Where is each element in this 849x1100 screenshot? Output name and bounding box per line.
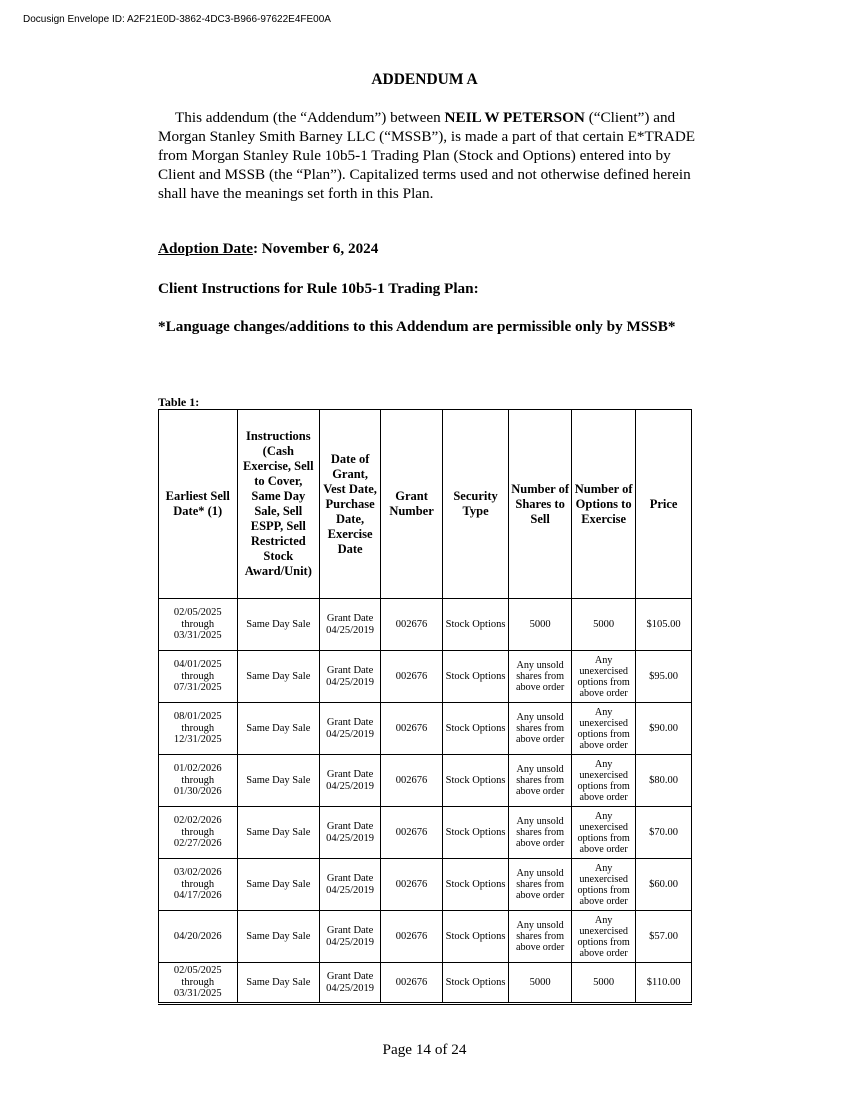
cell-grant-date: Grant Date 04/25/2019 [320,859,381,911]
cell-sell-date: 02/05/2025 through 03/31/2025 [159,963,238,1004]
cell-grant-number: 002676 [381,703,443,755]
cell-grant-date: Grant Date 04/25/2019 [320,651,381,703]
language-note: *Language changes/additions to this Addendum are permissible only by MSSB* [158,318,676,335]
cell-security-type: Stock Options [443,755,509,807]
header-grant-number: Grant Number [381,410,443,599]
adoption-date-label: Adoption Date [158,240,253,257]
cell-grant-date: Grant Date 04/25/2019 [320,755,381,807]
header-security-type: Security Type [443,410,509,599]
cell-price: $105.00 [636,599,692,651]
cell-shares: Any unsold shares from above order [509,651,572,703]
cell-grant-date: Grant Date 04/25/2019 [320,963,381,1004]
table-row [159,703,692,755]
cell-grant-date: Grant Date 04/25/2019 [320,599,381,651]
header-shares-to-sell: Number of Shares to Sell [509,410,572,599]
cell-instruction: Same Day Sale [237,755,320,807]
cell-instruction: Same Day Sale [237,859,320,911]
cell-grant-date: Grant Date 04/25/2019 [320,703,381,755]
header-date-of-grant: Date of Grant, Vest Date, Purchase Date, Exercise Date [320,410,381,599]
table-row [159,651,692,703]
cell-options: 5000 [572,963,636,1004]
table-row [159,911,692,963]
cell-sell-date: 02/05/2025 through 03/31/2025 [159,599,238,651]
cell-instruction: Same Day Sale [237,911,320,963]
cell-price: $70.00 [636,807,692,859]
cell-instruction: Same Day Sale [237,807,320,859]
cell-options: Any unexercised options from above order [572,703,636,755]
trading-plan-table [158,409,692,1005]
cell-options: Any unexercised options from above order [572,807,636,859]
page-number: Page 14 of 24 [382,1041,467,1058]
cell-options: 5000 [572,599,636,651]
cell-grant-number: 002676 [381,599,443,651]
cell-price: $80.00 [636,755,692,807]
header-earliest-sell-date: Earliest Sell Date* (1) [159,410,238,599]
cell-instruction: Same Day Sale [237,599,320,651]
cell-grant-number: 002676 [381,755,443,807]
cell-security-type: Stock Options [443,963,509,1004]
cell-shares: Any unsold shares from above order [509,755,572,807]
cell-grant-date: Grant Date 04/25/2019 [320,807,381,859]
cell-price: $110.00 [636,963,692,1004]
cell-grant-number: 002676 [381,911,443,963]
cell-grant-number: 002676 [381,859,443,911]
cell-price: $60.00 [636,859,692,911]
client-name: NEIL W PETERSON [444,109,585,126]
table-label: Table 1: [158,395,200,409]
cell-options: Any unexercised options from above order [572,755,636,807]
table-row [159,963,692,1004]
cell-shares: 5000 [509,599,572,651]
cell-security-type: Stock Options [443,703,509,755]
cell-options: Any unexercised options from above order [572,651,636,703]
adoption-date-value: : November 6, 2024 [252,240,379,257]
cell-sell-date: 04/01/2025 through 07/31/2025 [159,651,238,703]
cell-sell-date: 03/02/2026 through 04/17/2026 [159,859,238,911]
table-row [159,755,692,807]
cell-options: Any unexercised options from above order [572,911,636,963]
cell-shares: Any unsold shares from above order [509,703,572,755]
cell-shares: Any unsold shares from above order [509,807,572,859]
table-row [159,859,692,911]
cell-sell-date: 01/02/2026 through 01/30/2026 [159,755,238,807]
cell-grant-date: Grant Date 04/25/2019 [320,911,381,963]
table-row [159,599,692,651]
cell-security-type: Stock Options [443,859,509,911]
cell-grant-number: 002676 [381,807,443,859]
header-price: Price [636,410,692,599]
cell-security-type: Stock Options [443,807,509,859]
page-title: ADDENDUM A [371,71,478,88]
cell-security-type: Stock Options [443,911,509,963]
cell-instruction: Same Day Sale [237,963,320,1004]
cell-security-type: Stock Options [443,599,509,651]
envelope-id: Docusign Envelope ID: A2F21E0D-3862-4DC3-B966-97622E4FE00A [23,14,331,25]
intro-text-2: (“Client”) and Morgan Stanley Smith Barney LLC (“MSSB”), is made a part of that certain E*TRADE from Morgan Stanley Rule 10b5-1 Trading Plan (Stock and Options) entered into by Client and MSSB (the “Plan”). Capitalized terms used and not otherwise defined herein shall have the meanings set forth in this Plan. [158,109,696,202]
cell-grant-number: 002676 [381,651,443,703]
header-instructions: Instructions (Cash Exercise, Sell to Cover, Same Day Sale, Sell ESPP, Sell Restricted Stock Award/Unit) [237,410,320,599]
cell-shares: Any unsold shares from above order [509,911,572,963]
adoption-date [158,240,378,258]
table-header-row [159,410,692,599]
cell-price: $57.00 [636,911,692,963]
cell-sell-date: 04/20/2026 [159,911,238,963]
cell-price: $90.00 [636,703,692,755]
cell-sell-date: 02/02/2026 through 02/27/2026 [159,807,238,859]
cell-sell-date: 08/01/2025 through 12/31/2025 [159,703,238,755]
cell-shares: Any unsold shares from above order [509,859,572,911]
cell-price: $95.00 [636,651,692,703]
header-options-to-exercise: Number of Options to Exercise [572,410,636,599]
cell-security-type: Stock Options [443,651,509,703]
intro-paragraph [158,108,698,203]
cell-options: Any unexercised options from above order [572,859,636,911]
cell-shares: 5000 [509,963,572,1004]
cell-instruction: Same Day Sale [237,703,320,755]
cell-grant-number: 002676 [381,963,443,1004]
instructions-heading: Client Instructions for Rule 10b5-1 Trading Plan: [158,280,479,297]
intro-text-1: This addendum (the “Addendum”) between [175,109,445,126]
cell-instruction: Same Day Sale [237,651,320,703]
table-row [159,807,692,859]
